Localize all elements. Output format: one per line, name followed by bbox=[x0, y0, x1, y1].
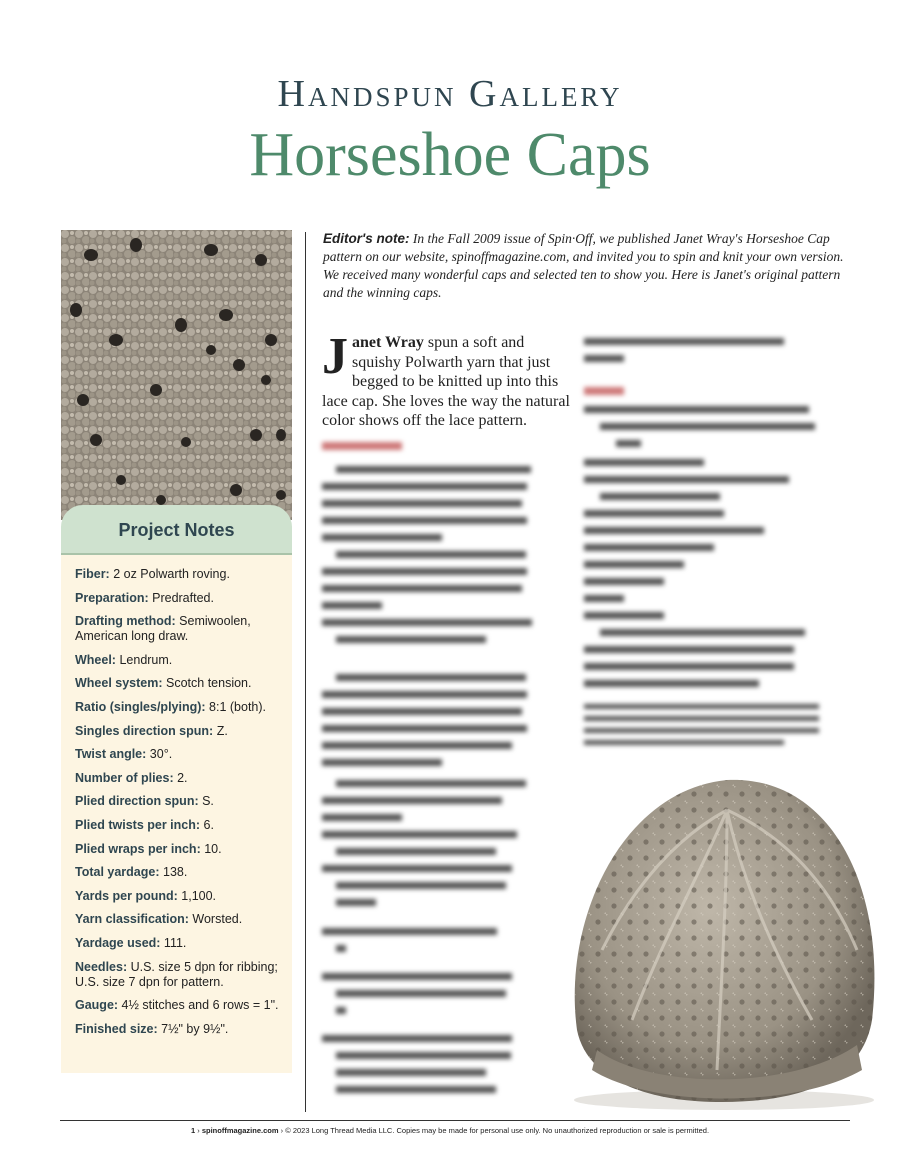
note-item: Wheel: Lendrum. bbox=[75, 652, 173, 667]
intro-paragraph bbox=[322, 328, 574, 431]
intro-lead: anet Wray bbox=[352, 334, 424, 351]
note-item: Plied twists per inch: 6. bbox=[75, 817, 214, 832]
column-divider bbox=[305, 232, 306, 1112]
note-item: Fiber: 2 oz Polwarth roving. bbox=[75, 567, 230, 581]
intro-text: spun a soft and squishy Polwarth yarn that just begged to be knitted up into this lace cap. She loves the way the natural color shows off the lace pattern. bbox=[322, 334, 570, 429]
blurred-pattern-text-left bbox=[322, 438, 537, 1133]
footer: 1 › spinoffmagazine.com › © 2023 Long Thread Media LLC. Copies may be made for personal use only. No unauthorized reproduction or sale is permitted. bbox=[190, 1126, 710, 1135]
note-item: Number of plies: 2. bbox=[75, 770, 188, 785]
note-item: Yardage used: 111. bbox=[75, 935, 187, 950]
note-item: Singles direction spun: Z. bbox=[75, 723, 228, 738]
footer-site-link[interactable]: spinoffmagazine.com bbox=[201, 1126, 279, 1135]
note-item: Yarn classification: Worsted. bbox=[75, 912, 243, 927]
copyright-text: © 2023 Long Thread Media LLC. Copies may be made for personal use only. No unauthorized reproduction or sale is permitted. bbox=[285, 1126, 710, 1135]
footer-rule bbox=[60, 1120, 850, 1121]
page-title: Horseshoe Caps bbox=[249, 121, 651, 189]
note-item: Yards per pound: 1,100. bbox=[75, 888, 217, 903]
editor-note-text: In the Fall 2009 issue of Spin·Off, we published Janet Wray's Horseshoe Cap pattern on our website, spinoffmagazine.com, and invited you to spin and knit your own version. We received many wonderful caps and selected ten to show you. Here is Janet's original pattern and the winning caps. bbox=[323, 231, 844, 300]
note-item: Twist angle: 30°. bbox=[75, 747, 173, 762]
note-item: Preparation: Predrafted. bbox=[75, 590, 214, 605]
note-item: Drafting method: Semiwoolen, American long draw. bbox=[75, 614, 251, 644]
project-notes-box bbox=[61, 553, 292, 1073]
page-number: 1 bbox=[190, 1126, 196, 1135]
lace-swatch-photo bbox=[61, 230, 292, 520]
note-item: Finished size: 7½" by 9½". bbox=[75, 1021, 229, 1036]
note-item: Ratio (singles/plying): 8:1 (both). bbox=[75, 699, 267, 714]
editor-note bbox=[323, 230, 853, 302]
project-notes-heading: Project Notes bbox=[118, 520, 235, 540]
section-kicker: Handspun Gallery bbox=[277, 73, 623, 115]
note-item: Plied wraps per inch: 10. bbox=[75, 841, 222, 856]
project-notes-tab bbox=[61, 505, 292, 555]
note-item: Needles: U.S. size 5 dpn for ribbing; U.S. size 7 dpn for pattern. bbox=[75, 959, 278, 989]
note-item: Wheel system: Scotch tension. bbox=[75, 676, 252, 691]
drop-cap: J bbox=[322, 328, 348, 385]
note-item: Gauge: 4½ stitches and 6 rows = 1". bbox=[75, 998, 279, 1013]
editor-note-label: Editor's note: bbox=[323, 231, 410, 246]
blurred-pattern-text-right bbox=[584, 332, 830, 757]
knitted-cap-photo bbox=[542, 770, 892, 1112]
note-item: Plied direction spun: S. bbox=[75, 794, 214, 809]
note-item: Total yardage: 138. bbox=[75, 865, 188, 880]
